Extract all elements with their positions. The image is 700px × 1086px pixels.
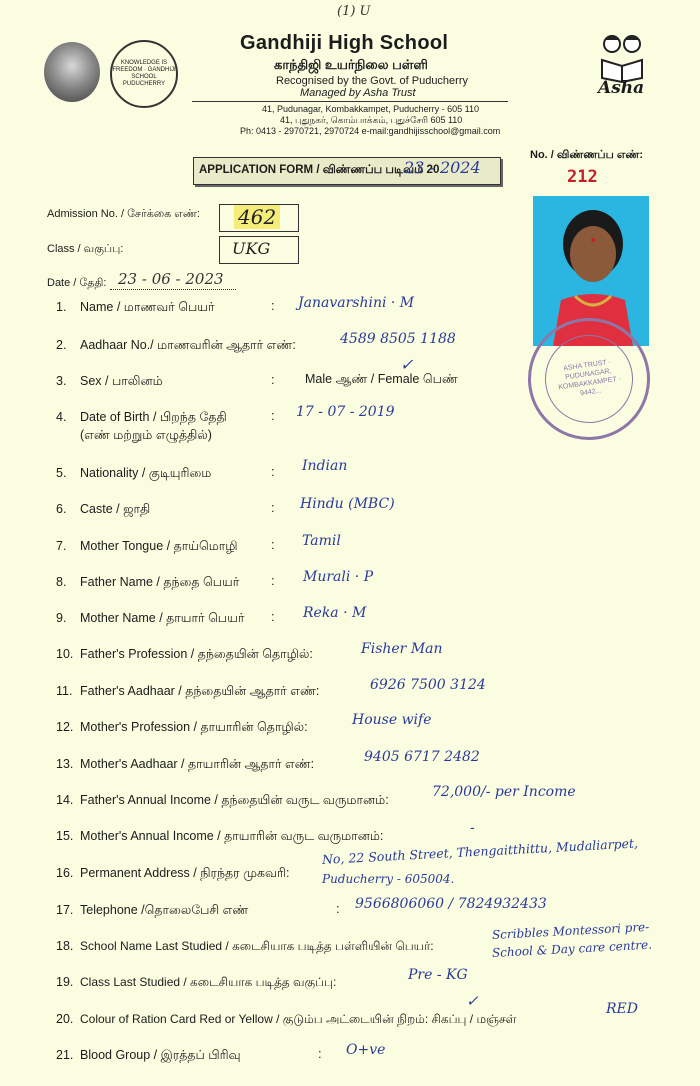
field-6-colon: : — [271, 500, 275, 515]
field-19-value: Pre - KG — [408, 967, 468, 983]
date-underline — [110, 288, 236, 290]
field-14-value: 72,000/- per Income — [432, 784, 576, 800]
field-4-label: Date of Birth / பிறந்த தேதி — [80, 410, 227, 424]
field-20-number: 20. — [56, 1012, 74, 1026]
field-2-value: 4589 8505 1188 — [340, 331, 456, 347]
field-12-number: 12. — [56, 720, 74, 734]
field-2-number: 2. — [56, 338, 67, 352]
field-9-colon: : — [271, 609, 275, 624]
field-10-label: Father's Profession / தந்தையின் தொழில்: — [80, 647, 313, 661]
field-20-value: RED — [606, 1001, 638, 1017]
field-6-label: Caste / ஜாதி — [80, 502, 151, 516]
field-18-number: 18. — [56, 939, 74, 953]
header-divider — [192, 101, 508, 102]
asha-children-icon — [596, 32, 648, 84]
field-4-colon: : — [271, 408, 275, 423]
field-14-number: 14. — [56, 793, 74, 807]
field-16-label: Permanent Address / நிரந்தர முகவரி: — [80, 866, 290, 880]
field-18-label: School Name Last Studied / கடைசியாக படித்த பள்ளியின் பெயர்: — [80, 939, 434, 953]
application-no-label: No. / விண்ணப்ப எண்: — [530, 149, 644, 161]
field-17-colon: : — [336, 901, 340, 916]
field-1-number: 1. — [56, 300, 67, 314]
school-seal-logo — [110, 40, 178, 108]
field-19-label: Class Last Studied / கடைசியாக படித்த வகுப்பு: — [80, 975, 337, 989]
field-16-number: 16. — [56, 866, 74, 880]
field-11-value: 6926 7500 3124 — [370, 677, 486, 693]
field-5-colon: : — [271, 464, 275, 479]
field-5-number: 5. — [56, 466, 67, 480]
admission-no-label: Admission No. / சேர்க்கை எண்: — [47, 208, 200, 220]
field-3-label: Sex / பாலினம் — [80, 374, 163, 388]
contact-line: Ph: 0413 - 2970721, 2970724 e-mail:gandhijisschool@gmail.com — [240, 126, 501, 136]
field-11-number: 11. — [56, 684, 73, 698]
field-3-colon: : — [271, 372, 275, 387]
field-21-colon: : — [318, 1046, 322, 1061]
recognition-text: Recognised by the Govt. of Puducherry — [276, 75, 468, 87]
field-2-label: Aadhaar No./ மாணவரின் ஆதார் எண்: — [80, 338, 296, 352]
managed-by-text: Managed by Asha Trust — [300, 87, 416, 99]
field-6-number: 6. — [56, 502, 67, 516]
seal-text: KNOWLEDGE IS FREEDOM · GANDHIJI SCHOOL PUDUCHERRY — [112, 60, 176, 87]
class-value: UKG — [232, 239, 271, 258]
field-14-label: Father's Annual Income / தந்தையின் வருட வருமானம்: — [80, 793, 389, 807]
field-17-value: 9566806060 / 7824932433 — [355, 896, 547, 912]
field-15-value: - — [470, 820, 475, 836]
field-6-value: Hindu (MBC) — [300, 496, 395, 512]
top-annotation: (1) U — [337, 4, 371, 19]
field-16-value: No, 22 South Street, Thengaitthittu, Mudaliarpet, — [321, 835, 639, 867]
field-8-number: 8. — [56, 575, 67, 589]
field-7-colon: : — [271, 537, 275, 552]
field-15-label: Mother's Annual Income / தாயாரின் வருட வருமானம்: — [80, 829, 384, 843]
field-3-number: 3. — [56, 374, 67, 388]
field-18-value-2: School & Day care centre. — [491, 937, 653, 960]
asha-logo-text: Asha — [598, 78, 645, 98]
field-20-label: Colour of Ration Card Red or Yellow / குடும்ப அட்டையின் நிறம்: சிகப்பு / மஞ்சள் — [80, 1012, 517, 1026]
field-13-value: 9405 6717 2482 — [364, 749, 480, 765]
field-4-label-2: (எண் மற்றும் எழுத்தில்) — [80, 428, 212, 442]
field-12-label: Mother's Profession / தாயாரின் தொழில்: — [80, 720, 308, 734]
form-year: 23 - 2024 — [404, 158, 481, 177]
field-9-value: Reka · M — [303, 605, 367, 621]
field-15-number: 15. — [56, 829, 74, 843]
field-17-number: 17. — [56, 903, 74, 917]
female-tick-mark: ✓ — [400, 355, 414, 374]
field-1-colon: : — [271, 298, 275, 313]
field-9-label: Mother Name / தாயார் பெயர் — [80, 611, 245, 625]
field-8-label: Father Name / தந்தை பெயர் — [80, 575, 240, 589]
field-7-label: Mother Tongue / தாய்மொழி — [80, 539, 238, 553]
address-english: 41, Pudunagar, Kombakkampet, Puducherry - 605 110 — [262, 104, 479, 114]
gandhi-portrait-logo — [44, 42, 100, 102]
field-4-number: 4. — [56, 410, 67, 424]
asha-logo — [596, 32, 648, 102]
field-16-value-2: Puducherry - 605004. — [322, 872, 455, 886]
field-1-value: Janavarshini · M — [298, 295, 415, 311]
field-13-label: Mother's Aadhaar / தாயாரின் ஆதார் எண்: — [80, 757, 315, 771]
field-1-label: Name / மாணவர் பெயர் — [80, 300, 215, 314]
field-19-number: 19. — [56, 975, 74, 989]
admission-no-value: 462 — [234, 205, 280, 229]
red-tick-mark: ✓ — [466, 992, 479, 1010]
school-name-tamil: காந்திஜி உயர்நிலை பள்ளி — [274, 57, 428, 72]
class-label: Class / வகுப்பு: — [47, 243, 124, 255]
field-8-colon: : — [271, 573, 275, 588]
field-21-value: O+ve — [346, 1042, 386, 1058]
field-18-value: Scribbles Montessori pre- — [491, 919, 650, 942]
field-10-value: Fisher Man — [361, 641, 443, 657]
address-tamil: 41, புதுநகர், கொம்பாக்கம், புதுச்சேரி 605 110 — [280, 115, 463, 125]
field-21-label: Blood Group / இரத்தப் பிரிவு — [80, 1048, 241, 1062]
field-4-value: 17 - 07 - 2019 — [296, 404, 395, 420]
date-label: Date / தேதி: — [47, 277, 107, 289]
field-13-number: 13. — [56, 757, 74, 771]
field-8-value: Murali · P — [303, 569, 374, 585]
field-10-number: 10. — [56, 647, 74, 661]
field-21-number: 21. — [56, 1048, 74, 1062]
field-5-value: Indian — [302, 458, 348, 474]
application-no: 212 — [567, 167, 598, 187]
field-7-number: 7. — [56, 539, 67, 553]
form-title: APPLICATION FORM / விண்ணப்ப படிவம் 20 — [199, 164, 440, 176]
field-3-value: Male ஆண் / Female பெண் — [305, 372, 458, 386]
field-12-value: House wife — [352, 712, 432, 728]
field-7-value: Tamil — [302, 533, 341, 549]
field-11-label: Father's Aadhaar / தந்தையின் ஆதார் எண்: — [80, 684, 320, 698]
field-9-number: 9. — [56, 611, 67, 625]
stamp-text: ASHA TRUST · PUDUNAGAR, KOMBAKKAMPET · 9442... — [539, 329, 638, 428]
field-17-label: Telephone /தொலைபேசி எண் — [80, 903, 249, 917]
field-5-label: Nationality / குடியுரிமை — [80, 466, 212, 480]
school-name: Gandhiji High School — [240, 32, 449, 54]
date-value: 23 - 06 - 2023 — [118, 270, 224, 288]
